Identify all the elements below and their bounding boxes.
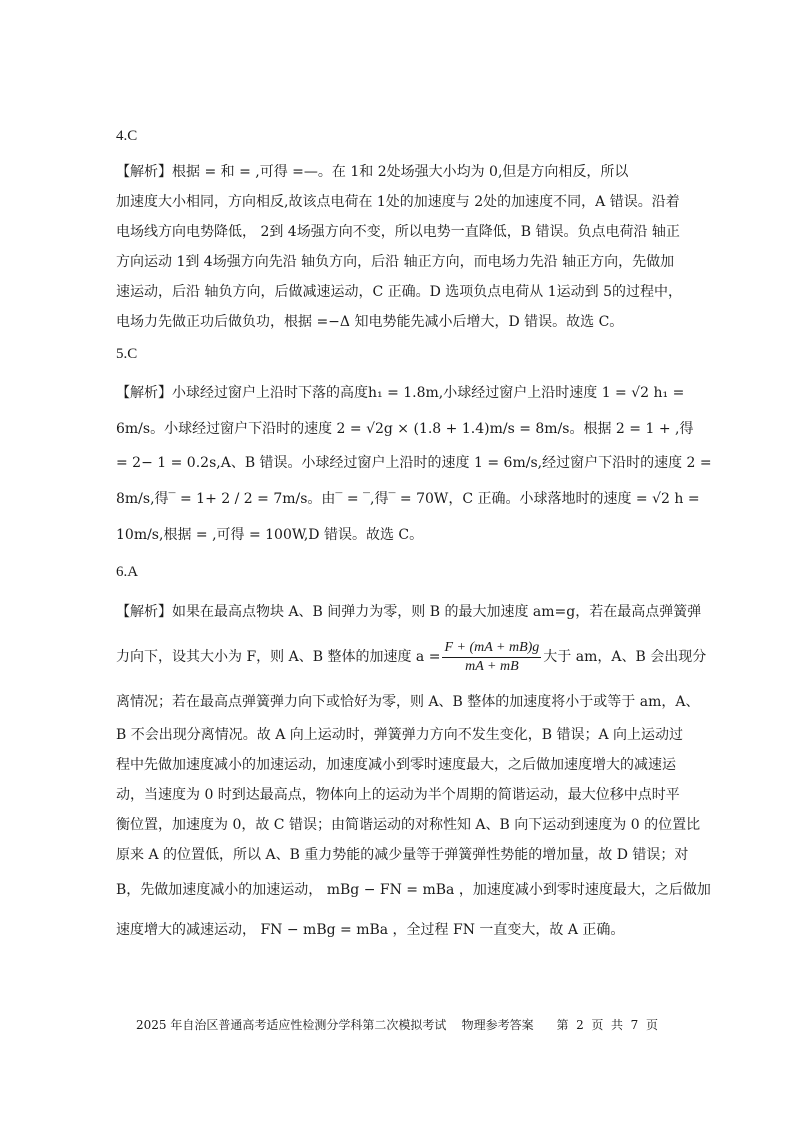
- q6-line-1: 【解析】如果在最高点物块 A、B 间弹力为零，则 B 的最大加速度 am=g，若在最高点弹簧弹: [116, 604, 702, 620]
- page-footer: 2025 年自治区普通高考适应性检测分学科第二次模拟考试 物理参考答案 第 2 页 共 7 页: [136, 1018, 658, 1032]
- q6-explanation: [116, 594, 711, 950]
- q6-line-5: 程中先做加速度减小的加速运动，加速度减小到零时速度最大，之后做加速度增大的减速运: [116, 757, 676, 773]
- q4-line-6: 电场力先做正功后做负功，根据 =−Δ 知电势能先减小后增大，D 错误。故选 C。: [116, 314, 624, 330]
- q4-line-5: 速运动，后沿 轴负方向，后做减速运动，C 正确。D 选项负点电荷从 1运动到 5的过程中，: [116, 284, 682, 300]
- q5-heading: 5.C: [116, 346, 138, 362]
- q6-line-2-post: 大于 am，A、B 会出现分: [543, 649, 707, 665]
- q4-line-4: 方向运动 1到 4场强方向先沿 轴负方向，后沿 轴正方向，而电场力先沿 轴正方向，先做加: [116, 254, 675, 270]
- q6-line-2-pre: 力向下，设其大小为 F，则 A、B 整体的加速度 a =: [116, 649, 441, 665]
- fraction-denominator: mA + mB: [465, 658, 519, 674]
- q4-line-2: 加速度大小相同，方向相反,故该点电荷在 1处的加速度与 2处的加速度不同，A 错误。沿着: [116, 194, 680, 210]
- q5-explanation: [116, 374, 712, 552]
- q5-line-5: 10m/s,根据 = ,可得 = 100W,D 错误。故选 C。: [116, 527, 424, 543]
- q6-line-7: 衡位置，加速度为 0，故 C 错误；由简谐运动的对称性知 A、B 向下运动到速度为 0 的位置比: [116, 817, 701, 833]
- q6-line-2: [116, 630, 707, 684]
- q4-line-1: 【解析】根据 = 和 = ,可得 =—。在 1和 2处场强大小均为 0,但是方向相反，所以: [116, 164, 629, 180]
- q6-line-10: 速度增大的减速运动， FN − mBg = mBa ，全过程 FN 一直变大，故 A 正确。: [116, 922, 625, 938]
- q5-line-3: = 2− 1 = 0.2s,A、B 错误。小球经过窗户上沿时的速度 1 = 6m/s,经过窗户下沿时的速度 2 =: [116, 455, 712, 471]
- q5-line-4: 8m/s,得‾ = 1+ 2 / 2 = 7m/s。由‾ = ‾,得‾ = 70W，C 正确。小球落地时的速度 = √2 h =: [116, 491, 700, 507]
- q6-line-4: B 不会出现分离情况。故 A 向上运动时，弹簧弹力方向不发生变化，B 错误；A 向上运动过: [116, 727, 684, 743]
- q5-line-2: 6m/s。小球经过窗户下沿时的速度 2 = √2g × (1.8 + 1.4)m/s = 8m/s。根据 2 = 1 + ,得: [116, 421, 694, 437]
- q6-line-9: B，先做加速度减小的加速运动， mBg − FN = mBa ，加速度减小到零时速度最大，之后做加: [116, 882, 711, 898]
- fraction-numerator: F + (mA + mB)g: [442, 639, 541, 658]
- q6-heading: 6.A: [116, 564, 139, 580]
- q6-line-8: 原来 A 的位置低，所以 A、B 重力势能的减少量等于弹簧弹性势能的增加量，故 D 错误；对: [116, 847, 689, 863]
- q6-line-3: 离情况；若在最高点弹簧弹力向下或恰好为零，则 A、B 整体的加速度将小于或等于 am，A、: [116, 694, 700, 710]
- q6-line-6: 动，当速度为 0 时到达最高点，物体向上的运动为半个周期的简谐运动，最大位移中点时平: [116, 787, 680, 803]
- q4-heading: 4.C: [116, 128, 138, 144]
- acceleration-fraction: [442, 639, 541, 676]
- q4-explanation: [116, 157, 682, 337]
- q4-line-3: 电场线方向电势降低， 2到 4场强方向不变，所以电势一直降低，B 错误。负点电荷沿 轴正: [116, 224, 680, 240]
- q5-line-1: 【解析】小球经过窗户上沿时下落的高度h₁ = 1.8m,小球经过窗户上沿时速度 1 = √2 h₁ =: [116, 385, 685, 401]
